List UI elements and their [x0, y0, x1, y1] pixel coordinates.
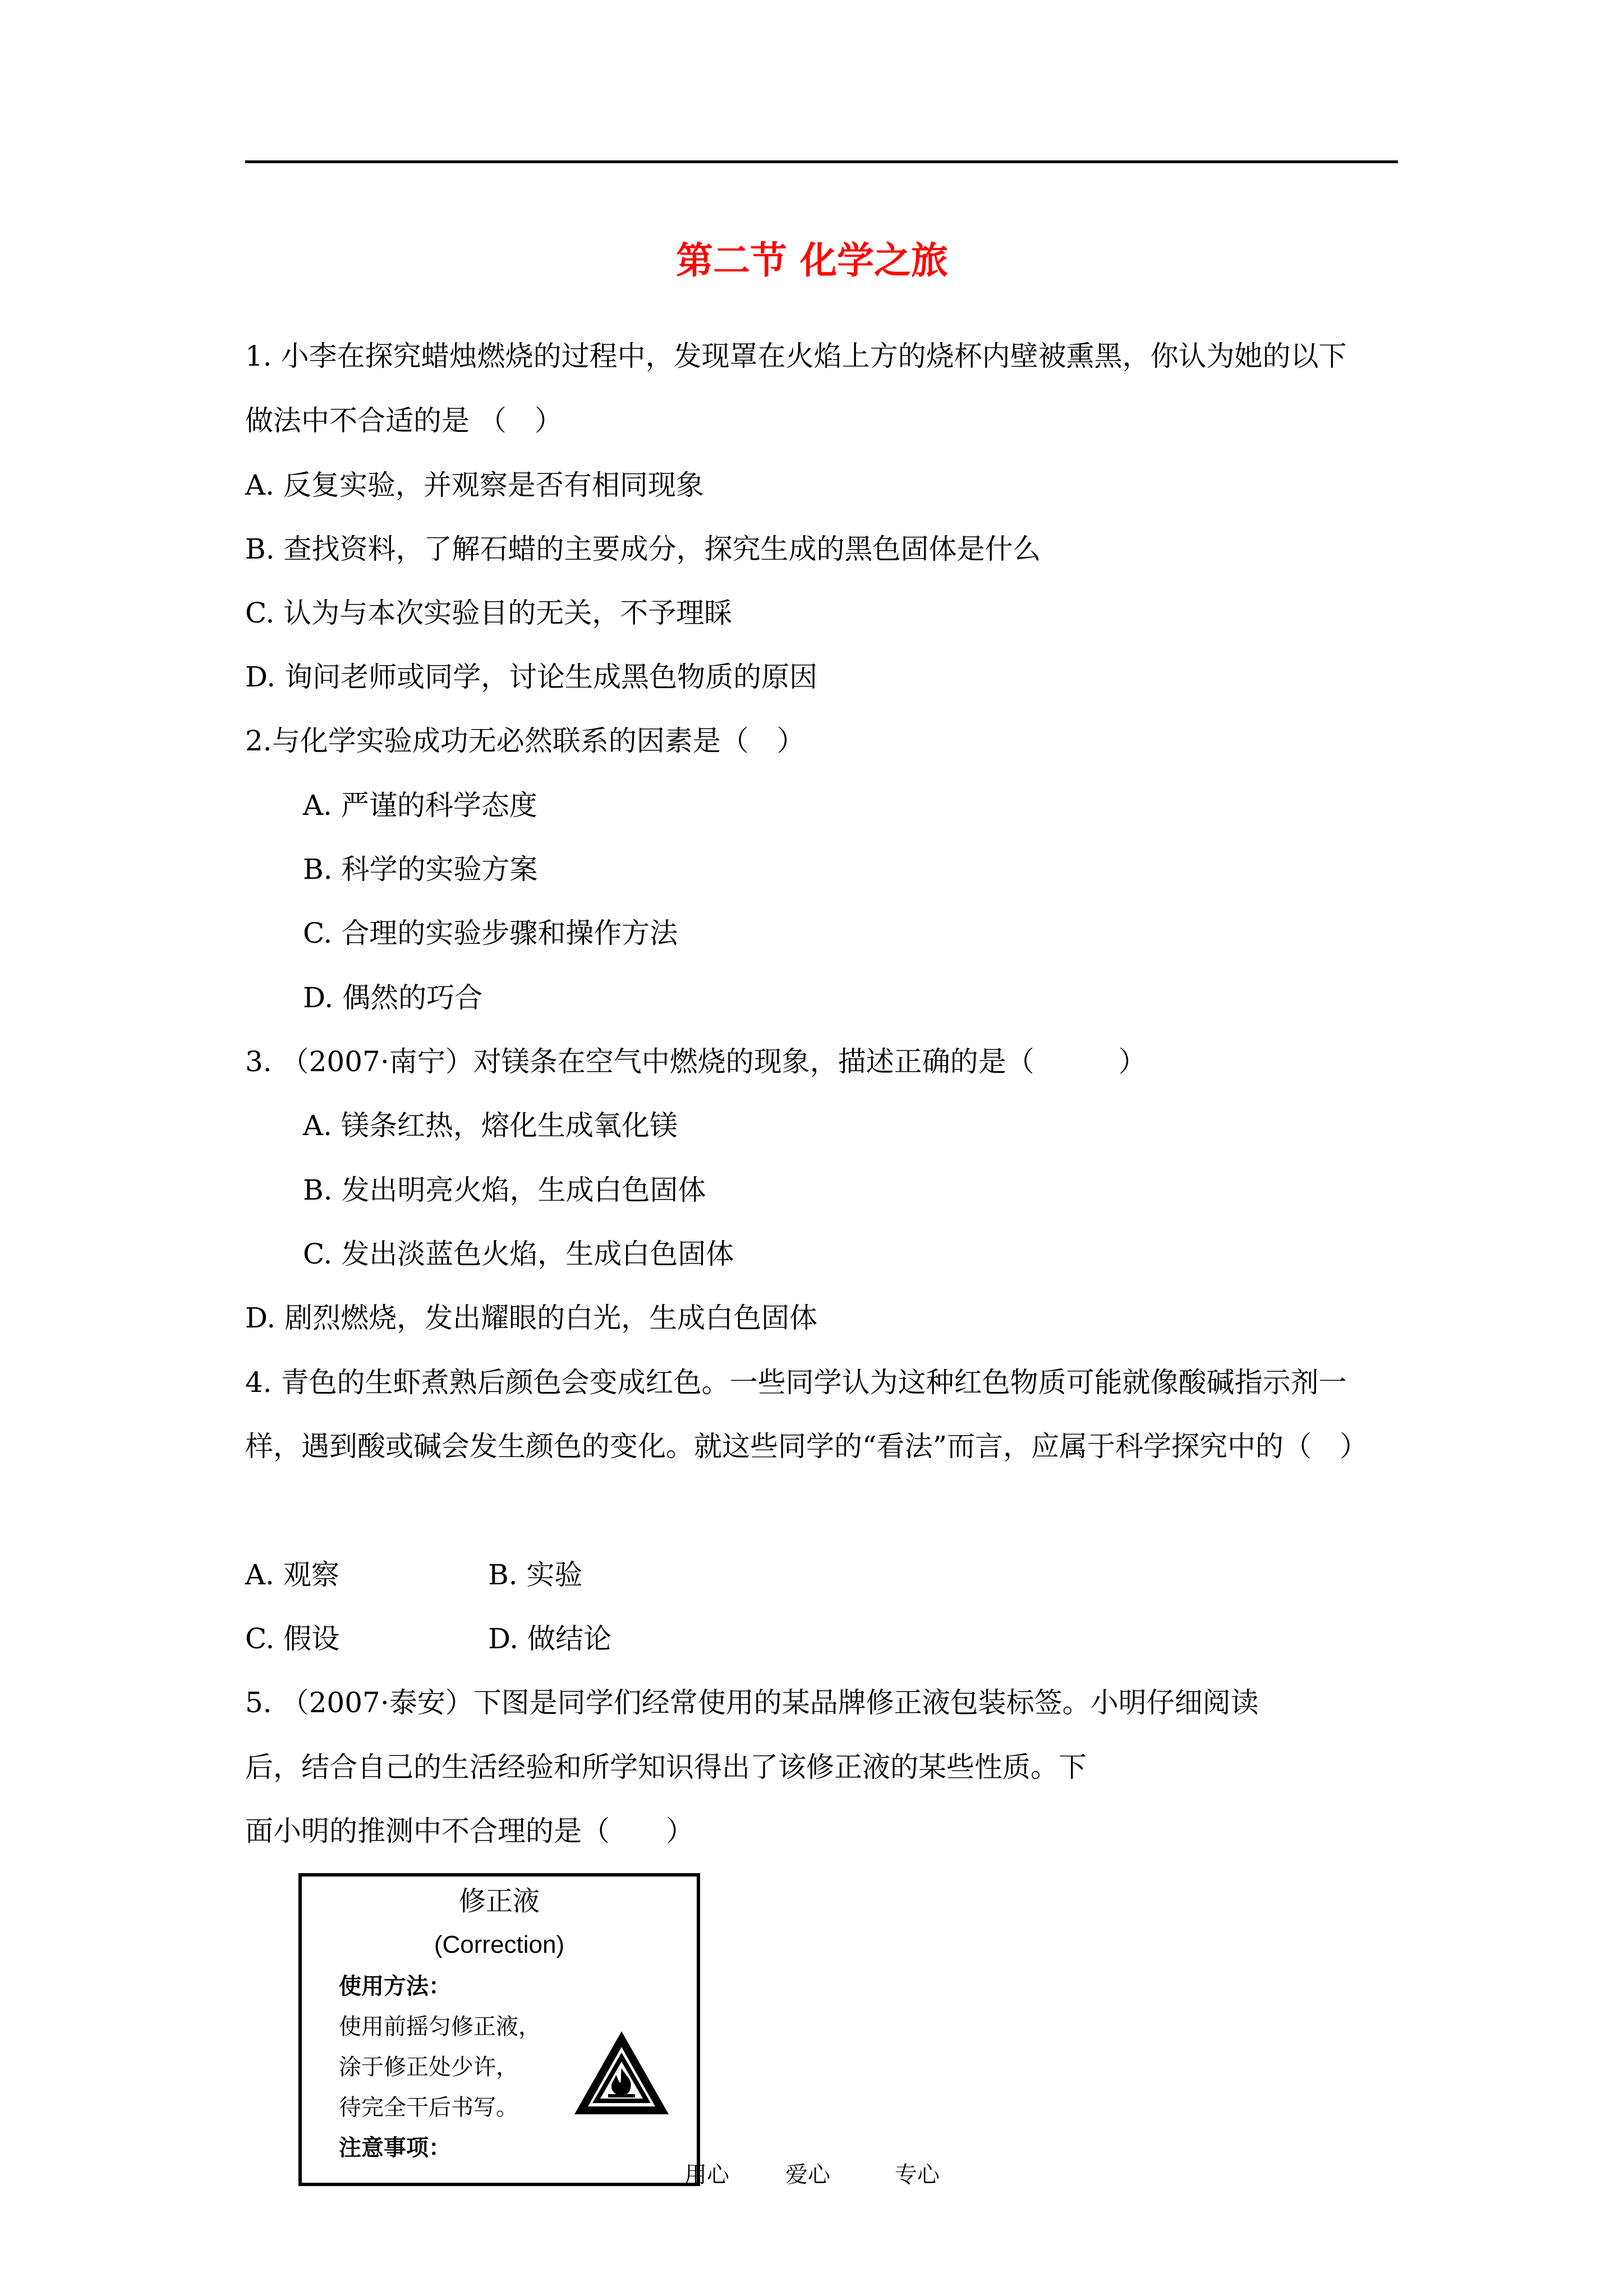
label-title: 修正液 — [458, 1885, 540, 1917]
q4-stem-line1: 4. 青色的生虾煮熟后颜色会变成红色。一些同学认为这种红色物质可能就像酸碱指示剂一 — [245, 1366, 1347, 1399]
q4-option-a: A. 观察 — [245, 1559, 339, 1591]
header-rule — [245, 160, 1398, 163]
q4-option-c: C. 假设 — [245, 1622, 340, 1655]
q5-stem-line2: 后，结合自己的生活经验和所学知识得出了该修正液的某些性质。下 — [245, 1751, 1087, 1783]
q3-option-a: A. 镁条红热，熔化生成氧化镁 — [303, 1109, 678, 1142]
label-usage-line1: 使用前摇匀修正液， — [339, 2014, 541, 2040]
q3-option-b: B. 发出明亮火焰，生成白色固体 — [303, 1174, 706, 1206]
q5-stem-line3: 面小明的推测中不合理的是（ ） — [245, 1815, 694, 1847]
q4-option-b: B. 实验 — [488, 1559, 583, 1591]
label-notes-heading: 注意事项： — [339, 2134, 451, 2161]
label-usage-line2: 涂于修正处少许， — [339, 2054, 518, 2080]
q3-option-d: D. 剧烈燃烧，发出耀眼的白光，生成白色固体 — [245, 1302, 818, 1334]
correction-fluid-label — [298, 1873, 700, 2186]
q2-stem: 2.与化学实验成功无必然联系的因素是（ ） — [245, 725, 805, 757]
q3-stem: 3. （2007·南宁）对镁条在空气中燃烧的现象，描述正确的是（ ） — [245, 1045, 1147, 1078]
q1-option-c: C. 认为与本次实验目的无关，不予理睬 — [245, 597, 733, 629]
q3-option-c: C. 发出淡蓝色火焰，生成白色固体 — [303, 1238, 734, 1270]
footer-text-1: 用心 — [684, 2162, 729, 2188]
label-subtitle: (Correction) — [434, 1931, 565, 1958]
footer-text-2: 爱心 — [785, 2162, 830, 2188]
q1-option-a: A. 反复实验，并观察是否有相同现象 — [245, 469, 704, 501]
label-usage-line3: 待完全干后书写。 — [339, 2095, 518, 2120]
q5-stem-line1: 5. （2007·泰安）下图是同学们经常使用的某品牌修正液包装标签。小明仔细阅读 — [245, 1686, 1259, 1719]
q4-option-d: D. 做结论 — [488, 1622, 612, 1655]
footer-text-3: 专心 — [895, 2162, 940, 2188]
q1-option-b: B. 查找资料，了解石蜡的主要成分，探究生成的黑色固体是什么 — [245, 533, 1041, 565]
q1-option-d: D. 询问老师或同学，讨论生成黑色物质的原因 — [245, 661, 818, 693]
q2-option-b: B. 科学的实验方案 — [303, 853, 538, 886]
q2-option-d: D. 偶然的巧合 — [303, 981, 483, 1014]
page-title: 第二节 化学之旅 — [676, 239, 948, 282]
flammable-warning-icon — [572, 2028, 671, 2118]
q2-option-a: A. 严谨的科学态度 — [303, 789, 537, 822]
q1-stem-line2: 做法中不合适的是 （ ） — [245, 404, 563, 437]
label-usage-heading: 使用方法： — [339, 1973, 451, 1999]
q1-stem-line1: 1. 小李在探究蜡烛燃烧的过程中，发现罩在火焰上方的烧杯内壁被熏黑，你认为她的以下 — [245, 340, 1347, 372]
q4-stem-line2: 样，遇到酸或碱会发生颜色的变化。就这些同学的“看法”而言，应属于科学探究中的（ ） — [245, 1430, 1368, 1463]
q2-option-c: C. 合理的实验步骤和操作方法 — [303, 917, 678, 949]
